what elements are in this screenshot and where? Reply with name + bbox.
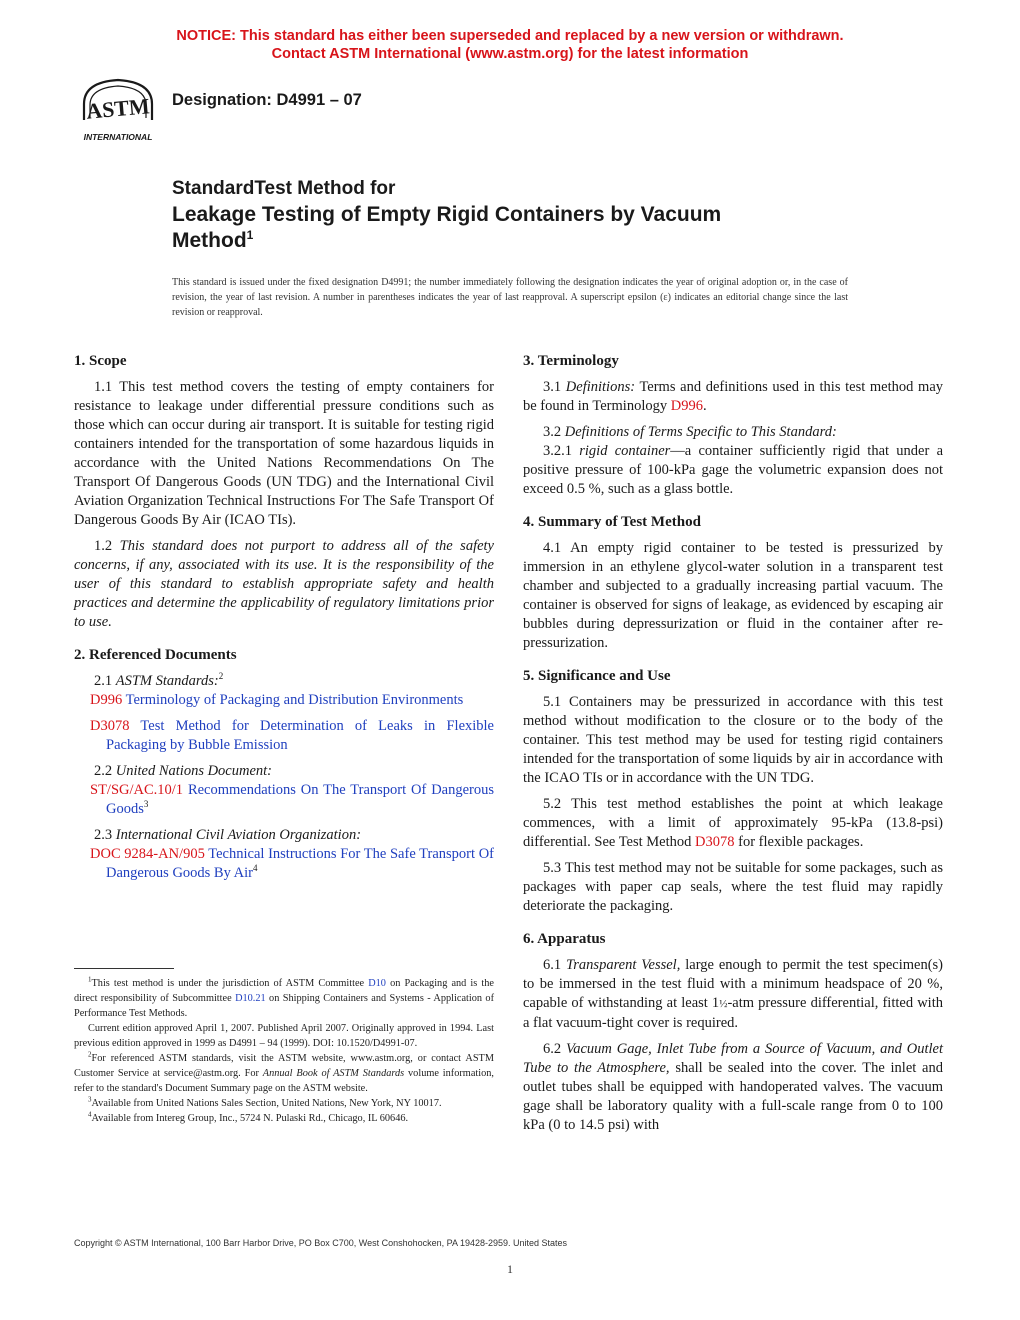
reference-sup[interactable]: 3 xyxy=(143,799,149,810)
footnote-1-b: on Packaging and is the direct responsibility of Subcommittee xyxy=(74,978,494,1004)
reference-d3078[interactable] xyxy=(74,717,494,755)
refdocs-heading: 2. Referenced Documents xyxy=(74,647,237,663)
reference-code[interactable]: ST/SG/AC.10/1 xyxy=(90,782,184,798)
reference-d996[interactable] xyxy=(74,691,494,710)
title-line-3 xyxy=(172,228,872,254)
reference-code[interactable]: DOC 9284-AN/905 xyxy=(90,846,205,862)
reference-icao-document[interactable] xyxy=(74,845,494,883)
apparatus-6-1-num: 6.1 xyxy=(543,957,562,973)
significance-5-2-end: for flexible packages. xyxy=(738,834,864,850)
apparatus-6-1-text-a: large enough to permit the test specimen(s) to be immersed in the test fluid with a minimum headspace of 20 %, capable of withstanding at least 1 xyxy=(523,957,943,1011)
terminology-3-2-1-text: —a container sufficiently rigid that under a positive pressure of 100-kPa gage the volumetric expansion does not exceed 0.5 %, such as a glass bottle. xyxy=(523,443,944,497)
page-number: 1 xyxy=(507,1262,513,1276)
apparatus-6-2-num: 6.2 xyxy=(543,1041,562,1057)
terminology-3-2 xyxy=(523,423,943,442)
footnote-1-a: This test method is under the jurisdiction of ASTM Committee xyxy=(91,978,365,989)
left-column xyxy=(74,352,494,897)
footnote-2-b: volume information, refer to the standard's Document Summary page on the ASTM website. xyxy=(74,1068,494,1094)
refdocs-2-1-label: ASTM Standards: xyxy=(115,673,219,689)
logo-subtext: INTERNATIONAL xyxy=(83,132,153,142)
title-footnote-marker[interactable]: 1 xyxy=(246,228,254,242)
apparatus-6-2-text: shall be sealed into the cover. The inlet and outlet tubes shall be equipped with handoperated valves. The vacuum gage shall be laboratory quality with a full-scale range from 0 to 100 kPa (0 to 14.5 psi) with xyxy=(523,1060,943,1133)
footnote-2-a: For referenced ASTM standards, visit the ASTM website, www.astm.org, or contact ASTM Customer Service at service@astm.org. For xyxy=(74,1053,494,1079)
title-line-2: Leakage Testing of Empty Rigid Containers by Vacuum xyxy=(172,203,722,226)
footnote-d10-link[interactable]: D10 xyxy=(368,978,386,989)
footnote-d10-21-link[interactable]: D10.21 xyxy=(235,993,266,1004)
footnote-2-italic: Annual Book of ASTM Standards xyxy=(262,1068,405,1079)
reference-title[interactable]: Test Method for Determination of Leaks in Flexible Packaging by Bubble Emission xyxy=(106,718,494,753)
terminology-3-1-end: . xyxy=(702,398,707,414)
reference-sup[interactable]: 4 xyxy=(253,863,258,874)
refdocs-2-3-label: International Civil Aviation Organization: xyxy=(115,827,362,843)
footnotes xyxy=(74,976,494,1126)
footnote-3-marker: 3 xyxy=(88,1095,92,1104)
notice-line-2: Contact ASTM International (www.astm.org) for the latest information xyxy=(271,46,749,62)
footnote-3-text: Available from United Nations Sales Section, United Nations, New York, NY 10017. xyxy=(91,1098,442,1109)
reference-code[interactable]: D996 xyxy=(90,692,123,708)
summary-4-1: 4.1 An empty rigid container to be tested is pressurized by immersion in an ethylene glycol-water solution in a transparent test chamber and subjected to a gradually increasing partial vacuum. The container is observed for signs of leakage, as evidenced by escaping air bubbles during depressurization or fluid in the container after re-pressurization. xyxy=(523,540,943,651)
significance-d3078-link[interactable]: D3078 xyxy=(695,834,735,850)
footnote-1 xyxy=(74,976,494,1021)
scope-1-2 xyxy=(74,537,494,632)
terminology-3-1-label: Definitions: xyxy=(565,379,636,395)
copyright: Copyright © ASTM International, 100 Barr Harbor Drive, PO Box C700, West Conshohocken, PA 19428-2959. United States xyxy=(74,1238,568,1248)
significance-heading: 5. Significance and Use xyxy=(523,668,671,684)
reference-un-document[interactable] xyxy=(74,781,494,819)
terminology-3-2-1-num: 3.2.1 xyxy=(543,443,572,459)
summary-heading: 4. Summary of Test Method xyxy=(523,514,701,530)
apparatus-6-1 xyxy=(523,956,943,1033)
apparatus-6-1-fraction: ½ xyxy=(719,998,728,1010)
refdocs-2-2 xyxy=(74,762,494,781)
footnote-divider xyxy=(74,968,174,969)
apparatus-heading: 6. Apparatus xyxy=(523,931,606,947)
document-title xyxy=(172,176,872,254)
reference-title[interactable]: Technical Instructions For The Safe Transport Of Dangerous Goods By Air xyxy=(106,846,494,881)
refdocs-2-1-num: 2.1 xyxy=(94,673,113,689)
right-column xyxy=(523,352,943,1149)
reference-code[interactable]: D3078 xyxy=(90,718,130,734)
terminology-3-1-num: 3.1 xyxy=(543,379,562,395)
terminology-3-1-text: Terms and definitions used in this test method may be found in Terminology xyxy=(523,379,944,414)
footnote-2-marker: 2 xyxy=(88,1050,92,1059)
scope-1-2-text: This standard does not purport to address all of the safety concerns, if any, associated with its use. It is the responsibility of the user of this standard to establish appropriate safety and health practices and determine the applicability of regulatory limitations prior to use. xyxy=(74,538,494,630)
section-apparatus xyxy=(523,930,943,1135)
title-line-1: StandardTest Method for xyxy=(172,178,396,199)
terminology-3-2-num: 3.2 xyxy=(543,424,562,440)
refdocs-2-3-num: 2.3 xyxy=(94,827,113,843)
notice-line-1: NOTICE: This standard has either been superseded and replaced by a new version or withdrawn. xyxy=(176,28,844,44)
designation: Designation: D4991 – 07 xyxy=(172,91,362,109)
footnote-1-edition: Current edition approved April 1, 2007. Published April 2007. Originally approved in 1994. Last previous edition approved in 1999 as D4991 – 94 (1999). DOI: 10.1520/D4991-07. xyxy=(74,1023,494,1049)
significance-5-2-text: 5.2 This test method establishes the point at which leakage commences, with a limit of approximately 95-kPa (13.8-psi) differential. See Test Method xyxy=(523,796,943,850)
terminology-3-2-1-term: rigid container xyxy=(579,443,671,459)
footnote-4 xyxy=(74,1111,494,1126)
significance-5-2 xyxy=(523,795,943,852)
title-line-3-text: Method xyxy=(172,229,247,252)
significance-5-3: 5.3 This test method may not be suitable for some packages, such as packages with paper cap seals, where the test fluid may rapidly deteriorate the packaging. xyxy=(523,860,943,914)
scope-1-2-num: 1.2 xyxy=(94,538,113,554)
apparatus-6-1-label: Transparent Vessel, xyxy=(566,957,681,973)
preamble: This standard is issued under the fixed designation D4991; the number immediately following the designation indicates the year of original adoption or, in the case of revision, the year of last revision. A number in parentheses indicates the year of last reapproval. A superscript epsilon (ε) indicates an editorial change since the last revision or reapproval. xyxy=(172,277,848,318)
section-scope xyxy=(74,352,494,632)
footnote-1-c: on Shipping Containers and Systems - Application of Performance Test Methods. xyxy=(74,993,494,1019)
terminology-3-1 xyxy=(523,378,943,416)
footnote-1-marker: 1 xyxy=(88,975,92,984)
section-referenced-documents xyxy=(74,646,494,883)
scope-heading: 1. Scope xyxy=(74,353,127,369)
terminology-d996-link[interactable]: D996 xyxy=(670,398,703,414)
reference-title[interactable]: Recommendations On The Transport Of Dangerous Goods xyxy=(106,782,495,817)
apparatus-6-2-label: Vacuum Gage, Inlet Tube from a Source of Vacuum, and Outlet Tube to the Atmosphere, xyxy=(523,1041,943,1076)
section-summary xyxy=(523,513,943,653)
terminology-3-2-1 xyxy=(523,442,943,499)
apparatus-6-1-text-b: -atm pressure differential, fitted with a flat vacuum-tight cover is required. xyxy=(523,995,943,1031)
footnote-4-text: Available from Intereg Group, Inc., 5724 N. Pulaski Rd., Chicago, IL 60646. xyxy=(91,1113,409,1124)
footnote-2 xyxy=(74,1051,494,1096)
scope-1-1: 1.1 This test method covers the testing of empty containers for resistance to leakage under differential pressure conditions such as those which can occur during air transport. It is suitable for testing rigid containers intended for the transportation of some hazardous liquids in accordance with the United Nations Recommendations On The Transport Of Dangerous Goods (UN TDG) and the International Civil Aviation Organization Technical Instructions For The Safe Transport Of Dangerous Goods By Air (ICAO TIs). xyxy=(74,379,494,528)
footnote-4-marker: 4 xyxy=(88,1110,92,1119)
significance-5-1: 5.1 Containers may be pressurized in accordance with this test method without modification to the closure or to the body of the container. This test method may be used for testing rigid containers intended for the transportation of some liquids by air in accordance with the ICAO TIs or in accordance with the UN TDG. xyxy=(523,694,943,786)
reference-title[interactable]: Terminology of Packaging and Distribution Environments xyxy=(125,692,464,708)
refdocs-2-2-label: United Nations Document: xyxy=(115,763,273,779)
refdocs-2-2-num: 2.2 xyxy=(94,763,113,779)
refdocs-2-1-sup[interactable]: 2 xyxy=(218,671,224,682)
logo-text: ASTM xyxy=(85,93,151,124)
footnote-3 xyxy=(74,1096,494,1111)
apparatus-6-2 xyxy=(523,1040,943,1135)
terminology-heading: 3. Terminology xyxy=(523,353,619,369)
astm-logo xyxy=(74,74,162,146)
section-terminology xyxy=(523,352,943,499)
notice-banner xyxy=(0,27,1020,63)
terminology-3-2-label: Definitions of Terms Specific to This Standard: xyxy=(564,424,837,440)
section-significance xyxy=(523,667,943,916)
refdocs-2-1 xyxy=(74,672,494,691)
refdocs-2-3 xyxy=(74,826,494,845)
